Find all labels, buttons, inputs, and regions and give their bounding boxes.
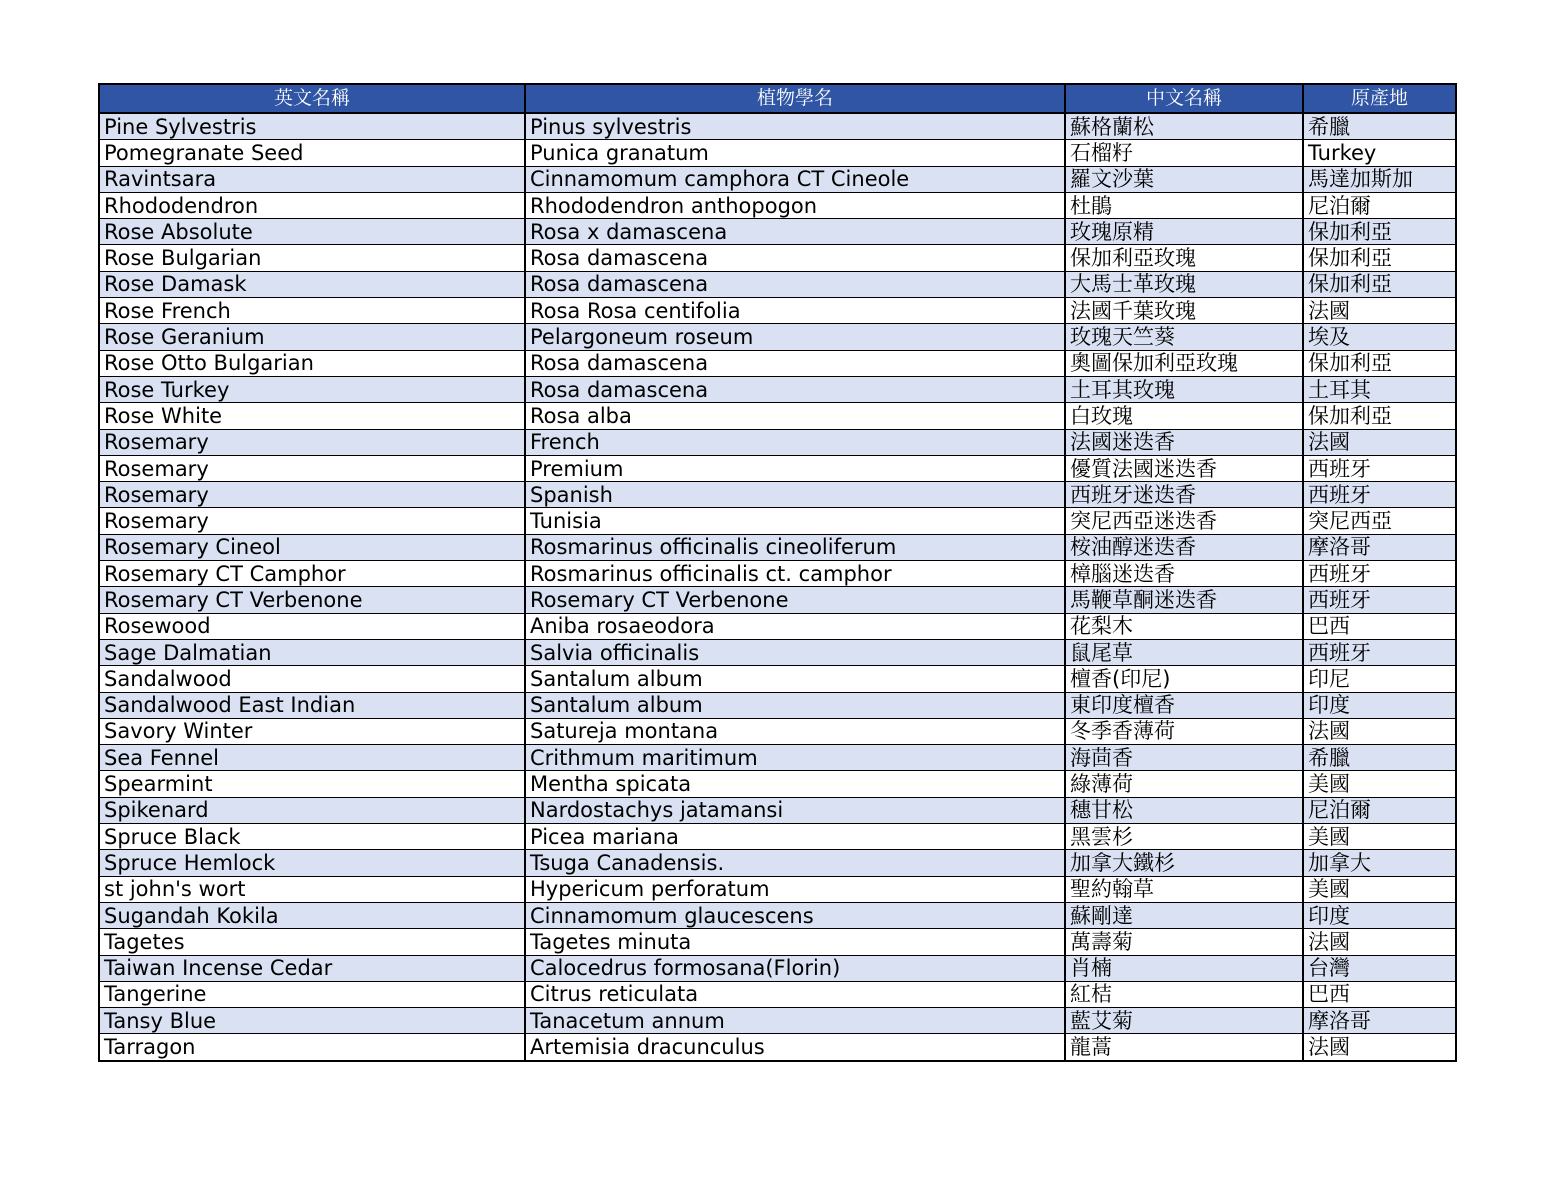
cell-origin: 印尼 xyxy=(1303,666,1456,692)
cell-botanical-name: Picea mariana xyxy=(525,824,1065,850)
cell-botanical-name: Rhododendron anthopogon xyxy=(525,192,1065,218)
cell-english-name: Pomegranate Seed xyxy=(99,140,525,166)
cell-chinese-name: 玫瑰天竺葵 xyxy=(1065,324,1303,350)
cell-chinese-name: 檀香(印尼) xyxy=(1065,666,1303,692)
cell-botanical-name: Crithmum maritimum xyxy=(525,745,1065,771)
table-row xyxy=(99,876,1456,902)
cell-english-name: Rhododendron xyxy=(99,192,525,218)
cell-chinese-name: 石榴籽 xyxy=(1065,140,1303,166)
table-row xyxy=(99,587,1456,613)
cell-botanical-name: Spanish xyxy=(525,482,1065,508)
cell-english-name: Spruce Black xyxy=(99,824,525,850)
header-origin: 原產地 xyxy=(1303,84,1456,113)
table-header xyxy=(99,84,1456,113)
cell-botanical-name: Rosa damascena xyxy=(525,376,1065,402)
cell-origin: 西班牙 xyxy=(1303,561,1456,587)
cell-botanical-name: Tanacetum annum xyxy=(525,1008,1065,1034)
table-row xyxy=(99,929,1456,955)
cell-origin: 摩洛哥 xyxy=(1303,1008,1456,1034)
cell-chinese-name: 蘇格蘭松 xyxy=(1065,113,1303,140)
cell-english-name: Tansy Blue xyxy=(99,1008,525,1034)
cell-origin: 法國 xyxy=(1303,718,1456,744)
table-row xyxy=(99,902,1456,928)
cell-botanical-name: Premium xyxy=(525,455,1065,481)
table-row xyxy=(99,455,1456,481)
cell-english-name: Rosemary xyxy=(99,455,525,481)
cell-origin: 摩洛哥 xyxy=(1303,534,1456,560)
cell-origin: 保加利亞 xyxy=(1303,403,1456,429)
table-row xyxy=(99,824,1456,850)
cell-chinese-name: 肖楠 xyxy=(1065,955,1303,981)
cell-chinese-name: 蘇剛達 xyxy=(1065,902,1303,928)
cell-origin: 保加利亞 xyxy=(1303,219,1456,245)
table-row xyxy=(99,1008,1456,1034)
table-row xyxy=(99,219,1456,245)
cell-english-name: Spruce Hemlock xyxy=(99,850,525,876)
cell-chinese-name: 奧圖保加利亞玫瑰 xyxy=(1065,350,1303,376)
table-row xyxy=(99,508,1456,534)
cell-chinese-name: 法國迷迭香 xyxy=(1065,429,1303,455)
cell-chinese-name: 加拿大鐵杉 xyxy=(1065,850,1303,876)
cell-botanical-name: Rosa damascena xyxy=(525,245,1065,271)
essential-oil-table xyxy=(98,83,1457,1062)
cell-botanical-name: Tunisia xyxy=(525,508,1065,534)
table-row xyxy=(99,850,1456,876)
cell-botanical-name: Tsuga Canadensis. xyxy=(525,850,1065,876)
cell-chinese-name: 桉油醇迷迭香 xyxy=(1065,534,1303,560)
cell-origin: 法國 xyxy=(1303,298,1456,324)
table-row xyxy=(99,429,1456,455)
cell-origin: 美國 xyxy=(1303,824,1456,850)
cell-botanical-name: Rosmarinus officinalis ct. camphor xyxy=(525,561,1065,587)
cell-chinese-name: 西班牙迷迭香 xyxy=(1065,482,1303,508)
cell-english-name: Sea Fennel xyxy=(99,745,525,771)
cell-origin: 西班牙 xyxy=(1303,455,1456,481)
cell-english-name: Ravintsara xyxy=(99,166,525,192)
cell-origin: 保加利亞 xyxy=(1303,350,1456,376)
cell-botanical-name: Citrus reticulata xyxy=(525,981,1065,1007)
cell-chinese-name: 龍蒿 xyxy=(1065,1034,1303,1061)
cell-chinese-name: 鼠尾草 xyxy=(1065,639,1303,665)
cell-chinese-name: 穗甘松 xyxy=(1065,797,1303,823)
cell-english-name: st john's wort xyxy=(99,876,525,902)
cell-origin: 美國 xyxy=(1303,771,1456,797)
cell-botanical-name: Rosmarinus officinalis cineoliferum xyxy=(525,534,1065,560)
cell-english-name: Sage Dalmatian xyxy=(99,639,525,665)
cell-botanical-name: Mentha spicata xyxy=(525,771,1065,797)
cell-chinese-name: 杜鵑 xyxy=(1065,192,1303,218)
cell-origin: 印度 xyxy=(1303,902,1456,928)
cell-english-name: Rosemary xyxy=(99,429,525,455)
table-row xyxy=(99,955,1456,981)
cell-botanical-name: Cinnamomum glaucescens xyxy=(525,902,1065,928)
table-row xyxy=(99,1034,1456,1061)
table-row xyxy=(99,376,1456,402)
header-chinese-name: 中文名稱 xyxy=(1065,84,1303,113)
cell-botanical-name: Punica granatum xyxy=(525,140,1065,166)
cell-origin: 台灣 xyxy=(1303,955,1456,981)
cell-botanical-name: Hypericum perforatum xyxy=(525,876,1065,902)
cell-english-name: Sandalwood xyxy=(99,666,525,692)
cell-english-name: Savory Winter xyxy=(99,718,525,744)
cell-origin: 保加利亞 xyxy=(1303,271,1456,297)
cell-english-name: Rosemary CT Camphor xyxy=(99,561,525,587)
cell-origin: 美國 xyxy=(1303,876,1456,902)
cell-chinese-name: 保加利亞玫瑰 xyxy=(1065,245,1303,271)
cell-origin: 馬達加斯加 xyxy=(1303,166,1456,192)
table-row xyxy=(99,403,1456,429)
table-row xyxy=(99,745,1456,771)
cell-botanical-name: Rosa x damascena xyxy=(525,219,1065,245)
table-row xyxy=(99,298,1456,324)
cell-chinese-name: 白玫瑰 xyxy=(1065,403,1303,429)
cell-botanical-name: Tagetes minuta xyxy=(525,929,1065,955)
cell-botanical-name: Nardostachys jatamansi xyxy=(525,797,1065,823)
cell-chinese-name: 樟腦迷迭香 xyxy=(1065,561,1303,587)
table-row xyxy=(99,666,1456,692)
cell-english-name: Rosewood xyxy=(99,613,525,639)
table-row xyxy=(99,561,1456,587)
table-row xyxy=(99,613,1456,639)
cell-botanical-name: Santalum album xyxy=(525,666,1065,692)
cell-english-name: Rose Turkey xyxy=(99,376,525,402)
cell-origin: 印度 xyxy=(1303,692,1456,718)
cell-botanical-name: Artemisia dracunculus xyxy=(525,1034,1065,1061)
table-row xyxy=(99,534,1456,560)
cell-origin: 西班牙 xyxy=(1303,639,1456,665)
cell-origin: 尼泊爾 xyxy=(1303,192,1456,218)
cell-chinese-name: 玫瑰原精 xyxy=(1065,219,1303,245)
table-row xyxy=(99,981,1456,1007)
table-row xyxy=(99,166,1456,192)
table-row xyxy=(99,350,1456,376)
cell-origin: 西班牙 xyxy=(1303,587,1456,613)
cell-english-name: Tangerine xyxy=(99,981,525,1007)
cell-origin: 加拿大 xyxy=(1303,850,1456,876)
cell-english-name: Rosemary xyxy=(99,508,525,534)
table-body xyxy=(99,113,1456,1061)
table-row xyxy=(99,271,1456,297)
cell-chinese-name: 東印度檀香 xyxy=(1065,692,1303,718)
cell-english-name: Rose Geranium xyxy=(99,324,525,350)
cell-botanical-name: French xyxy=(525,429,1065,455)
cell-english-name: Rosemary Cineol xyxy=(99,534,525,560)
header-english-name: 英文名稱 xyxy=(99,84,525,113)
table-row xyxy=(99,324,1456,350)
cell-chinese-name: 紅桔 xyxy=(1065,981,1303,1007)
cell-origin: 突尼西亞 xyxy=(1303,508,1456,534)
cell-origin: 法國 xyxy=(1303,929,1456,955)
cell-chinese-name: 突尼西亞迷迭香 xyxy=(1065,508,1303,534)
table-row xyxy=(99,482,1456,508)
cell-chinese-name: 羅文沙葉 xyxy=(1065,166,1303,192)
cell-chinese-name: 花梨木 xyxy=(1065,613,1303,639)
cell-chinese-name: 馬鞭草酮迷迭香 xyxy=(1065,587,1303,613)
cell-botanical-name: Rosa damascena xyxy=(525,350,1065,376)
table-row xyxy=(99,771,1456,797)
cell-botanical-name: Rosemary CT Verbenone xyxy=(525,587,1065,613)
cell-english-name: Rosemary xyxy=(99,482,525,508)
header-row xyxy=(99,84,1456,113)
cell-chinese-name: 藍艾菊 xyxy=(1065,1008,1303,1034)
cell-botanical-name: Rosa Rosa centifolia xyxy=(525,298,1065,324)
table-row xyxy=(99,113,1456,140)
cell-english-name: Sugandah Kokila xyxy=(99,902,525,928)
table-row xyxy=(99,639,1456,665)
cell-botanical-name: Santalum album xyxy=(525,692,1065,718)
cell-botanical-name: Pelargoneum roseum xyxy=(525,324,1065,350)
cell-chinese-name: 大馬士革玫瑰 xyxy=(1065,271,1303,297)
cell-botanical-name: Pinus sylvestris xyxy=(525,113,1065,140)
cell-origin: 巴西 xyxy=(1303,981,1456,1007)
cell-english-name: Spearmint xyxy=(99,771,525,797)
cell-origin: 土耳其 xyxy=(1303,376,1456,402)
table-row xyxy=(99,192,1456,218)
cell-english-name: Rose Bulgarian xyxy=(99,245,525,271)
cell-origin: 希臘 xyxy=(1303,745,1456,771)
cell-origin: 法國 xyxy=(1303,1034,1456,1061)
table-row xyxy=(99,140,1456,166)
cell-botanical-name: Satureja montana xyxy=(525,718,1065,744)
cell-english-name: Rose French xyxy=(99,298,525,324)
cell-origin: Turkey xyxy=(1303,140,1456,166)
cell-english-name: Tarragon xyxy=(99,1034,525,1061)
cell-english-name: Rose Otto Bulgarian xyxy=(99,350,525,376)
header-botanical-name: 植物學名 xyxy=(525,84,1065,113)
cell-origin: 尼泊爾 xyxy=(1303,797,1456,823)
cell-chinese-name: 法國千葉玫瑰 xyxy=(1065,298,1303,324)
cell-origin: 西班牙 xyxy=(1303,482,1456,508)
cell-english-name: Tagetes xyxy=(99,929,525,955)
cell-origin: 巴西 xyxy=(1303,613,1456,639)
cell-english-name: Pine Sylvestris xyxy=(99,113,525,140)
cell-english-name: Taiwan Incense Cedar xyxy=(99,955,525,981)
cell-chinese-name: 海茴香 xyxy=(1065,745,1303,771)
cell-english-name: Rosemary CT Verbenone xyxy=(99,587,525,613)
cell-origin: 埃及 xyxy=(1303,324,1456,350)
cell-chinese-name: 土耳其玫瑰 xyxy=(1065,376,1303,402)
cell-chinese-name: 綠薄荷 xyxy=(1065,771,1303,797)
cell-botanical-name: Rosa alba xyxy=(525,403,1065,429)
cell-chinese-name: 冬季香薄荷 xyxy=(1065,718,1303,744)
cell-origin: 希臘 xyxy=(1303,113,1456,140)
table-row xyxy=(99,692,1456,718)
cell-chinese-name: 優質法國迷迭香 xyxy=(1065,455,1303,481)
cell-origin: 法國 xyxy=(1303,429,1456,455)
cell-english-name: Spikenard xyxy=(99,797,525,823)
cell-english-name: Rose Damask xyxy=(99,271,525,297)
table-row xyxy=(99,718,1456,744)
cell-botanical-name: Calocedrus formosana(Florin) xyxy=(525,955,1065,981)
cell-botanical-name: Aniba rosaeodora xyxy=(525,613,1065,639)
cell-chinese-name: 聖約翰草 xyxy=(1065,876,1303,902)
table-row xyxy=(99,245,1456,271)
cell-english-name: Rose Absolute xyxy=(99,219,525,245)
table-row xyxy=(99,797,1456,823)
cell-chinese-name: 黑雲杉 xyxy=(1065,824,1303,850)
cell-english-name: Rose White xyxy=(99,403,525,429)
cell-botanical-name: Cinnamomum camphora CT Cineole xyxy=(525,166,1065,192)
cell-origin: 保加利亞 xyxy=(1303,245,1456,271)
cell-botanical-name: Salvia officinalis xyxy=(525,639,1065,665)
cell-botanical-name: Rosa damascena xyxy=(525,271,1065,297)
cell-english-name: Sandalwood East Indian xyxy=(99,692,525,718)
cell-chinese-name: 萬壽菊 xyxy=(1065,929,1303,955)
